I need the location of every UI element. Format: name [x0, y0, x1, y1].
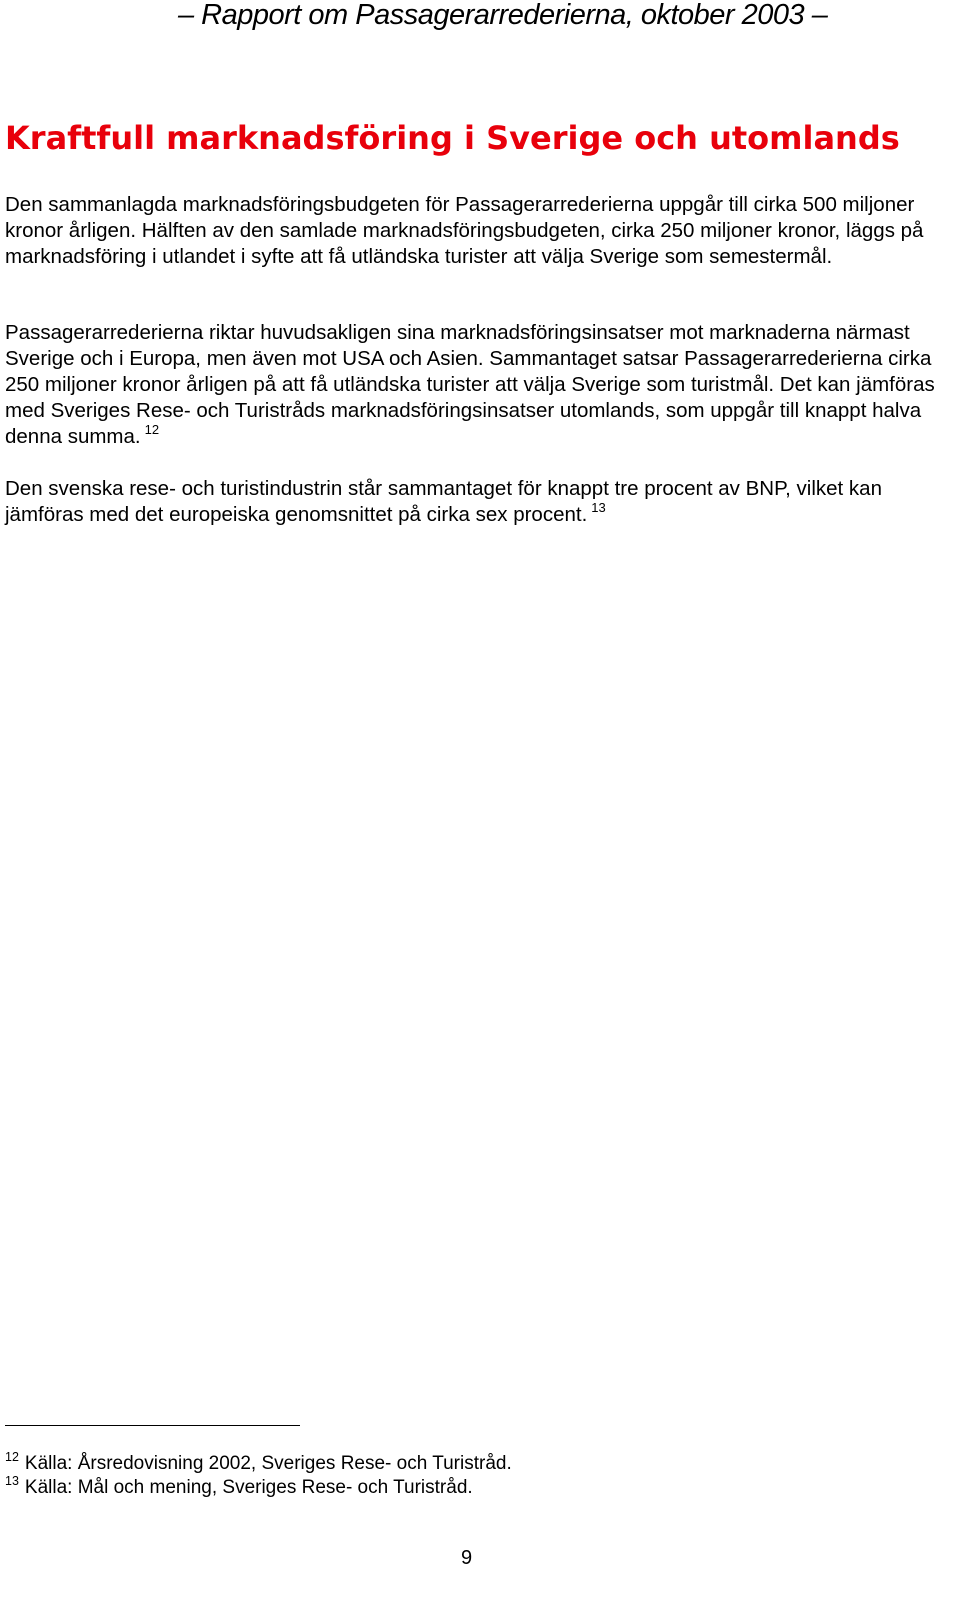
- paragraph-text: Den sammanlagda marknadsföringsbudgeten för Passagerarrederierna uppgår till cirka 500 miljoner kronor årligen. Hälften av den samlade marknadsföringsbudgeten, cirka 250 miljoner kronor, läggs på marknadsföring i utlandet i syfte att få utländska turister att välja Sverige som semestermål.: [5, 193, 924, 268]
- paragraph-marketing-targets: [5, 320, 940, 450]
- paragraph-text: Passagerarrederierna riktar huvudsakligen sina marknadsföringsinsatser mot marknaderna närmast Sverige och i Europa, men även mot USA och Asien. Sammantaget satsar Passagerarrederierna cirka 250 miljoner kronor årligen på att få utländska turister att välja Sverige som turistmål. Det kan jämföras med Sveriges Rese- och Turistråds marknadsföringsinsatser utomlands, som uppgår till knappt halva denna summa.: [5, 321, 935, 448]
- section-heading: Kraftfull marknadsföring i Sverige och utomlands: [5, 119, 900, 157]
- footnote-13: [5, 1476, 473, 1500]
- footnote-separator: [5, 1425, 300, 1426]
- paragraph-marketing-budget: [5, 192, 940, 270]
- footnote-reference-12[interactable]: 12: [144, 422, 160, 437]
- paragraph-text: Den svenska rese- och turistindustrin står sammantaget för knappt tre procent av BNP, vilket kan jämföras med det europeiska genomsnittet på cirka sex procent.: [5, 477, 882, 526]
- footnote-text: Källa: Årsredovisning 2002, Sveriges Rese- och Turistråd.: [24, 1453, 512, 1474]
- running-header: – Rapport om Passagerarrederierna, oktober 2003 –: [178, 0, 828, 31]
- footnote-reference-13[interactable]: 13: [591, 500, 606, 515]
- footnote-text: Källa: Mål och mening, Sveriges Rese- och Turistråd.: [24, 1477, 473, 1498]
- footnote-number: 13: [5, 1474, 19, 1488]
- footnote-12: [5, 1452, 512, 1476]
- page-number: 9: [461, 1547, 473, 1569]
- paragraph-tourism-gdp: [5, 476, 940, 528]
- footnote-number: 12: [5, 1450, 19, 1464]
